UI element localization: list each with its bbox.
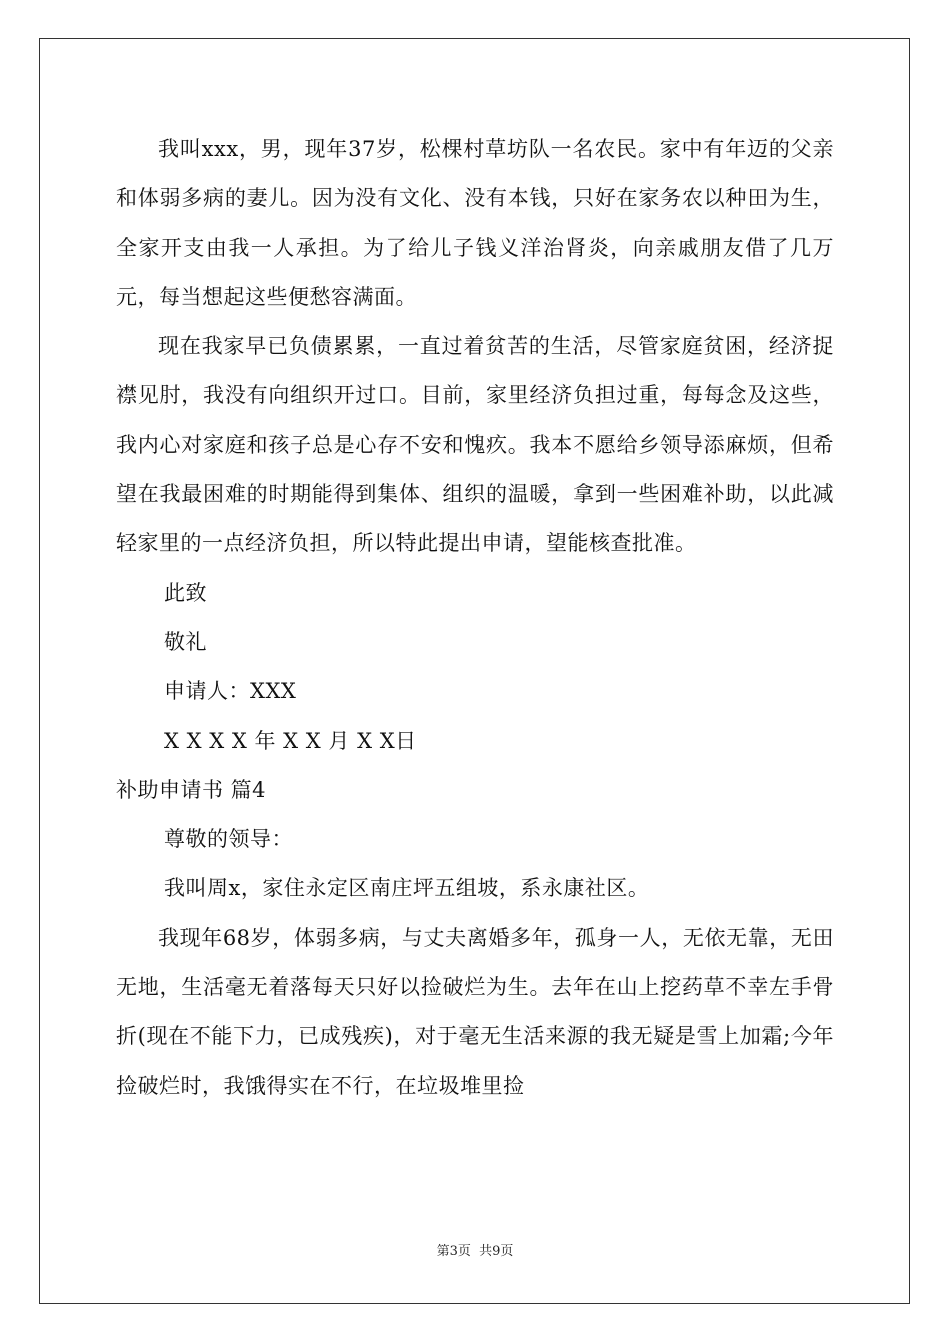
document-body (116, 125, 834, 1111)
salutation: 尊敬的领导： (164, 827, 293, 852)
page-number: 第3页 (436, 1244, 471, 1259)
paragraph-1: 我叫xxx，男，现年37岁，松棵村草坊队一名农民。家中有年迈的父亲和体弱多病的妻儿。因为没有文化、没有本钱，只好在家务农以种田为生，全家开支由我一人承担。为了给儿子钱义洋治肾炎，向亲戚朋友借了几万元，每当想起这些便愁容满面。 (116, 137, 834, 309)
paragraph-2: 现在我家早已负债累累，一直过着贫苦的生活，尽管家庭贫困，经济捉襟见肘，我没有向组织开过口。目前，家里经济负担过重，每每念及这些，我内心对家庭和孩子总是心存不安和愧疚。我本不愿给乡领导添麻烦，但希望在我最困难的时期能得到集体、组织的温暖，拿到一些困难补助，以此减轻家里的一点经济负担，所以特此提出申请，望能核查批准。 (116, 334, 834, 556)
paragraph-3: 我现年68岁，体弱多病，与丈夫离婚多年，孤身一人，无依无靠，无田无地，生活毫无着落每天只好以捡破烂为生。去年在山上挖药草不幸左手骨折(现在不能下力，已成残疾)，对于毫无生活来源的我无疑是雪上加霜;今年捡破烂时，我饿得实在不行，在垃圾堆里捡 (116, 925, 834, 1098)
applicant-line: 申请人：XXX (164, 679, 297, 704)
section-title: 补助申请书 篇4 (116, 777, 267, 802)
date-line: X X X X 年 X X 月 X X日 (164, 728, 417, 753)
closing-greeting: 此致 (164, 580, 207, 605)
closing-salute: 敬礼 (164, 629, 207, 654)
page-total: 共9页 (479, 1244, 514, 1259)
intro-line: 我叫周x，家住永定区南庄坪五组坡，系永康社区。 (164, 876, 650, 901)
page-footer (0, 1240, 950, 1259)
